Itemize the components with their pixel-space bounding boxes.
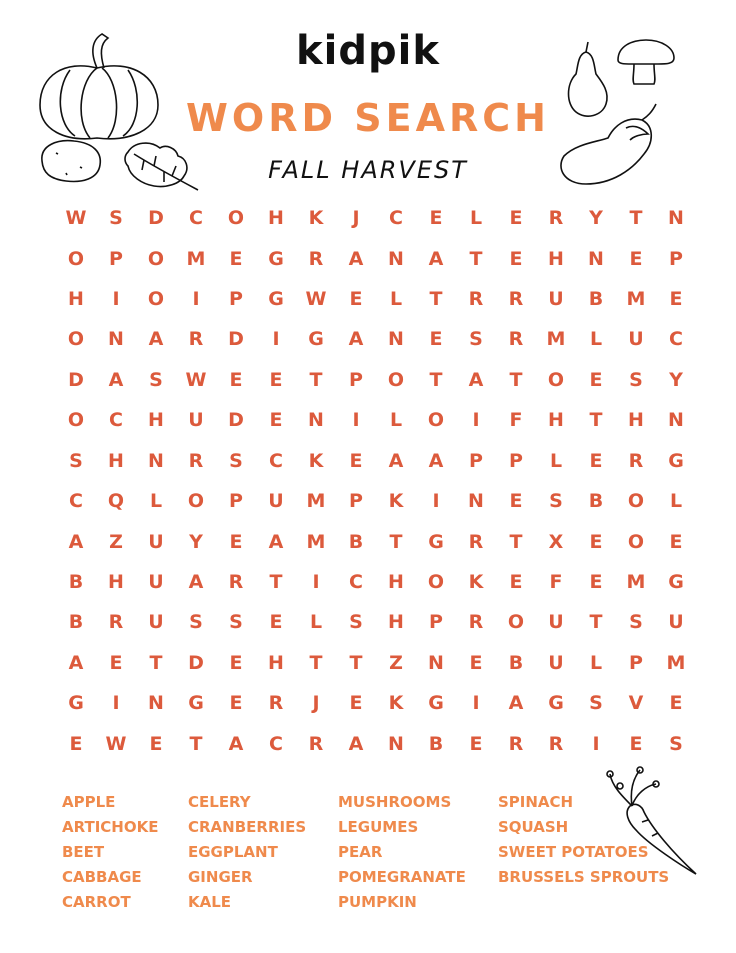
grid-letter: A [468, 368, 484, 391]
word-list-item: PEAR [338, 843, 383, 861]
grid-letter: T [509, 368, 523, 391]
grid-letter: C [669, 328, 683, 351]
grid-letter: T [389, 530, 403, 553]
grid-letter: E [269, 368, 283, 391]
grid-letter: N [148, 692, 164, 715]
word-list-item: BEET [62, 843, 105, 861]
grid-letter: U [188, 409, 204, 432]
grid-letter: Y [669, 368, 683, 391]
grid-letter: E [429, 207, 443, 230]
grid-letter: R [548, 207, 564, 230]
grid-letter: B [68, 571, 84, 594]
grid-letter: S [69, 449, 83, 472]
grid-letter: A [148, 328, 164, 351]
grid-letter: L [469, 207, 483, 230]
grid-letter: E [669, 530, 683, 553]
grid-letter: P [469, 449, 483, 472]
word-list-item: POMEGRANATE [338, 868, 466, 886]
grid-letter: A [108, 368, 124, 391]
grid-letter: T [429, 368, 443, 391]
grid-letter: P [669, 247, 683, 270]
grid-letter: C [109, 409, 123, 432]
grid-letter: W [65, 207, 87, 230]
grid-letter: A [268, 530, 284, 553]
grid-letter: A [68, 651, 84, 674]
grid-letter: S [229, 611, 243, 634]
word-list-item: CABBAGE [62, 868, 142, 886]
grid-letter: E [509, 490, 523, 513]
grid-letter: O [427, 571, 445, 594]
grid-letter: G [668, 449, 684, 472]
grid-letter: E [149, 732, 163, 755]
grid-letter: J [312, 692, 320, 715]
word-list-item: BRUSSELS SPROUTS [498, 868, 670, 886]
grid-letter: S [669, 732, 683, 755]
word-list [0, 790, 736, 930]
grid-letter: I [432, 490, 440, 513]
grid-letter: T [149, 651, 163, 674]
grid-letter: E [669, 288, 683, 311]
grid-letter: H [548, 409, 564, 432]
grid-letter: H [108, 449, 124, 472]
grid-letter: O [67, 328, 85, 351]
grid-letter: P [629, 651, 643, 674]
word-list-item: GINGER [188, 868, 253, 886]
grid-letter: L [389, 409, 403, 432]
grid-letter: I [352, 409, 360, 432]
grid-letter: B [68, 611, 84, 634]
grid-letter: S [189, 611, 203, 634]
grid-letter: G [308, 328, 324, 351]
grid-letter: N [468, 490, 484, 513]
grid-letter: N [388, 732, 404, 755]
grid-letter: I [312, 571, 320, 594]
grid-letter: O [187, 490, 205, 513]
word-list-item: APPLE [62, 793, 116, 811]
grid-letter: C [269, 732, 283, 755]
grid-letter: T [309, 651, 323, 674]
grid-letter: E [229, 530, 243, 553]
grid-letter: W [305, 288, 327, 311]
grid-letter: W [185, 368, 207, 391]
grid-letter: M [306, 530, 326, 553]
grid-letter: M [546, 328, 566, 351]
grid-letter: E [229, 368, 243, 391]
grid-letter: P [349, 368, 363, 391]
grid-letter: O [427, 409, 445, 432]
grid-letter: D [228, 328, 244, 351]
grid-letter: D [68, 368, 84, 391]
grid-letter: G [68, 692, 84, 715]
grid-letter: L [589, 328, 603, 351]
page-title: WORD SEARCH [186, 96, 550, 140]
grid-letter: S [629, 611, 643, 634]
grid-letter: S [629, 368, 643, 391]
grid-letter: F [509, 409, 523, 432]
grid-letter: A [188, 571, 204, 594]
grid-letter: R [228, 571, 244, 594]
grid-letter: L [669, 490, 683, 513]
grid-letter: N [428, 651, 444, 674]
grid-letter: T [509, 530, 523, 553]
grid-letter: H [388, 571, 404, 594]
word-list-item: KALE [188, 893, 232, 911]
grid-letter: R [508, 732, 524, 755]
grid-letter: A [428, 449, 444, 472]
grid-letter: U [268, 490, 284, 513]
grid-letter: N [108, 328, 124, 351]
word-column-3 [338, 790, 466, 915]
grid-letter: A [508, 692, 524, 715]
grid-letter: N [388, 328, 404, 351]
grid-letter: O [147, 247, 165, 270]
grid-letter: S [229, 449, 243, 472]
grid-letter: E [509, 207, 523, 230]
grid-letter: O [547, 368, 565, 391]
grid-letter: G [548, 692, 564, 715]
grid-letter: Y [189, 530, 203, 553]
grid-letter: L [149, 490, 163, 513]
grid-letter: U [148, 571, 164, 594]
word-list-item: SWEET POTATOES [498, 843, 649, 861]
grid-letter: G [268, 247, 284, 270]
grid-letter: X [548, 530, 564, 553]
grid-letter: D [148, 207, 164, 230]
grid-letter: A [428, 247, 444, 270]
grid-letter: U [548, 651, 564, 674]
grid-letter: N [588, 247, 604, 270]
grid-letter: I [112, 288, 120, 311]
grid-letter: T [429, 288, 443, 311]
grid-letter: J [352, 207, 360, 230]
word-column-4 [498, 790, 669, 890]
grid-letter: E [109, 651, 123, 674]
grid-letter: P [349, 490, 363, 513]
grid-letter: R [188, 449, 204, 472]
grid-letter: C [189, 207, 203, 230]
grid-letter: H [628, 409, 644, 432]
word-list-item: MUSHROOMS [338, 793, 452, 811]
grid-letter: A [348, 732, 364, 755]
grid-letter: R [308, 732, 324, 755]
grid-letter: R [108, 611, 124, 634]
word-list-item: EGGPLANT [188, 843, 278, 861]
grid-letter: O [147, 288, 165, 311]
grid-letter: T [189, 732, 203, 755]
grid-letter: E [229, 247, 243, 270]
grid-letter: K [468, 571, 484, 594]
grid-letter: B [588, 288, 604, 311]
word-list-item: LEGUMES [338, 818, 419, 836]
grid-letter: L [309, 611, 323, 634]
grid-letter: Q [107, 490, 125, 513]
grid-letter: M [666, 651, 686, 674]
grid-letter: H [268, 207, 284, 230]
grid-letter: I [272, 328, 280, 351]
grid-letter: P [429, 611, 443, 634]
page-subtitle: FALL HARVEST [268, 156, 468, 184]
grid-letter: H [548, 247, 564, 270]
grid-letter: E [429, 328, 443, 351]
grid-letter: S [469, 328, 483, 351]
grid-letter: E [469, 651, 483, 674]
word-search-grid [56, 198, 696, 764]
grid-letter: O [507, 611, 525, 634]
grid-letter: E [349, 449, 363, 472]
grid-letter: R [468, 288, 484, 311]
brand-logo: kidpik [296, 28, 440, 74]
grid-letter: H [268, 651, 284, 674]
grid-letter: I [592, 732, 600, 755]
word-list-item: PUMPKIN [338, 893, 417, 911]
grid-letter: D [228, 409, 244, 432]
grid-letter: E [589, 571, 603, 594]
grid-letter: E [229, 692, 243, 715]
grid-letter: E [69, 732, 83, 755]
grid-letter: Y [589, 207, 603, 230]
grid-letter: E [269, 611, 283, 634]
grid-letter: L [589, 651, 603, 674]
word-column-2 [188, 790, 306, 915]
grid-letter: M [306, 490, 326, 513]
grid-letter: V [628, 692, 644, 715]
grid-letter: O [627, 530, 645, 553]
grid-letter: I [192, 288, 200, 311]
grid-letter: E [509, 247, 523, 270]
grid-letter: E [269, 409, 283, 432]
grid-letter: B [428, 732, 444, 755]
grid-letter: N [148, 449, 164, 472]
grid-letter: A [228, 732, 244, 755]
grid-letter: O [67, 409, 85, 432]
grid-letter: R [508, 288, 524, 311]
grid-letter: C [69, 490, 83, 513]
grid-letter: R [188, 328, 204, 351]
grid-letter: E [509, 571, 523, 594]
grid-letter: R [508, 328, 524, 351]
grid-letter: K [308, 207, 324, 230]
grid-letter: H [68, 288, 84, 311]
grid-letter: K [308, 449, 324, 472]
grid-letter: S [109, 207, 123, 230]
grid-letter: E [629, 732, 643, 755]
grid-letter: E [589, 530, 603, 553]
grid-letter: Z [389, 651, 403, 674]
grid-letter: W [105, 732, 127, 755]
word-list-item: CELERY [188, 793, 251, 811]
grid-letter: U [548, 611, 564, 634]
grid-letter: S [589, 692, 603, 715]
grid-letter: A [68, 530, 84, 553]
grid-letter: E [349, 288, 363, 311]
grid-letter: T [589, 409, 603, 432]
word-list-item: SQUASH [498, 818, 569, 836]
grid-letter: U [548, 288, 564, 311]
grid-letter: I [472, 409, 480, 432]
grid-letter: G [428, 530, 444, 553]
grid-letter: O [67, 247, 85, 270]
grid-letter: T [349, 651, 363, 674]
grid-letter: N [308, 409, 324, 432]
grid-letter: T [469, 247, 483, 270]
grid-letter: I [112, 692, 120, 715]
grid-letter: R [628, 449, 644, 472]
word-list-item: CRANBERRIES [188, 818, 307, 836]
grid-letter: F [549, 571, 563, 594]
grid-letter: A [348, 247, 364, 270]
grid-letter: R [308, 247, 324, 270]
grid-letter: B [348, 530, 364, 553]
grid-letter: O [387, 368, 405, 391]
grid-letter: T [309, 368, 323, 391]
grid-letter: U [628, 328, 644, 351]
grid-letter: G [188, 692, 204, 715]
grid-letter: C [349, 571, 363, 594]
grid-letter: P [229, 288, 243, 311]
grid-letter: E [469, 732, 483, 755]
grid-letter: N [388, 247, 404, 270]
grid-letter: U [668, 611, 684, 634]
grid-letter: G [268, 288, 284, 311]
grid-letter: B [588, 490, 604, 513]
grid-letter: H [148, 409, 164, 432]
grid-letter: R [548, 732, 564, 755]
grid-letter: C [269, 449, 283, 472]
grid-letter: P [109, 247, 123, 270]
grid-letter: C [389, 207, 403, 230]
grid-letter: T [589, 611, 603, 634]
grid-letter: U [148, 530, 164, 553]
grid-letter: A [388, 449, 404, 472]
grid-letter: E [589, 368, 603, 391]
grid-letter: R [268, 692, 284, 715]
grid-letter: O [627, 490, 645, 513]
grid-letter: S [149, 368, 163, 391]
grid-letter: H [108, 571, 124, 594]
grid-letter: K [388, 692, 404, 715]
grid-letter: H [388, 611, 404, 634]
grid-letter: G [668, 571, 684, 594]
grid-letter: E [229, 651, 243, 674]
grid-letter: U [148, 611, 164, 634]
grid-letter: R [468, 611, 484, 634]
grid-letter: B [508, 651, 524, 674]
grid-letter: L [389, 288, 403, 311]
grid-letter: O [227, 207, 245, 230]
grid-letter: D [188, 651, 204, 674]
grid-letter: A [348, 328, 364, 351]
grid-letter: T [269, 571, 283, 594]
grid-letter: P [229, 490, 243, 513]
grid-letter: M [626, 571, 646, 594]
grid-letter: N [668, 409, 684, 432]
grid-letter: E [349, 692, 363, 715]
grid-letter: E [589, 449, 603, 472]
grid-letter: T [629, 207, 643, 230]
grid-letter: L [549, 449, 563, 472]
grid-letter: I [472, 692, 480, 715]
grid-letter: M [626, 288, 646, 311]
grid-letter: G [428, 692, 444, 715]
word-list-item: CARROT [62, 893, 131, 911]
grid-letter: E [629, 247, 643, 270]
grid-letter: E [669, 692, 683, 715]
grid-letter: K [388, 490, 404, 513]
word-column-1 [62, 790, 158, 915]
word-list-item: SPINACH [498, 793, 574, 811]
grid-letter: P [509, 449, 523, 472]
grid-letter: N [668, 207, 684, 230]
word-list-item: ARTICHOKE [62, 818, 159, 836]
grid-letter: Z [109, 530, 123, 553]
grid-letter: M [186, 247, 206, 270]
grid-letter: R [468, 530, 484, 553]
grid-letter: S [349, 611, 363, 634]
grid-letter: S [549, 490, 563, 513]
